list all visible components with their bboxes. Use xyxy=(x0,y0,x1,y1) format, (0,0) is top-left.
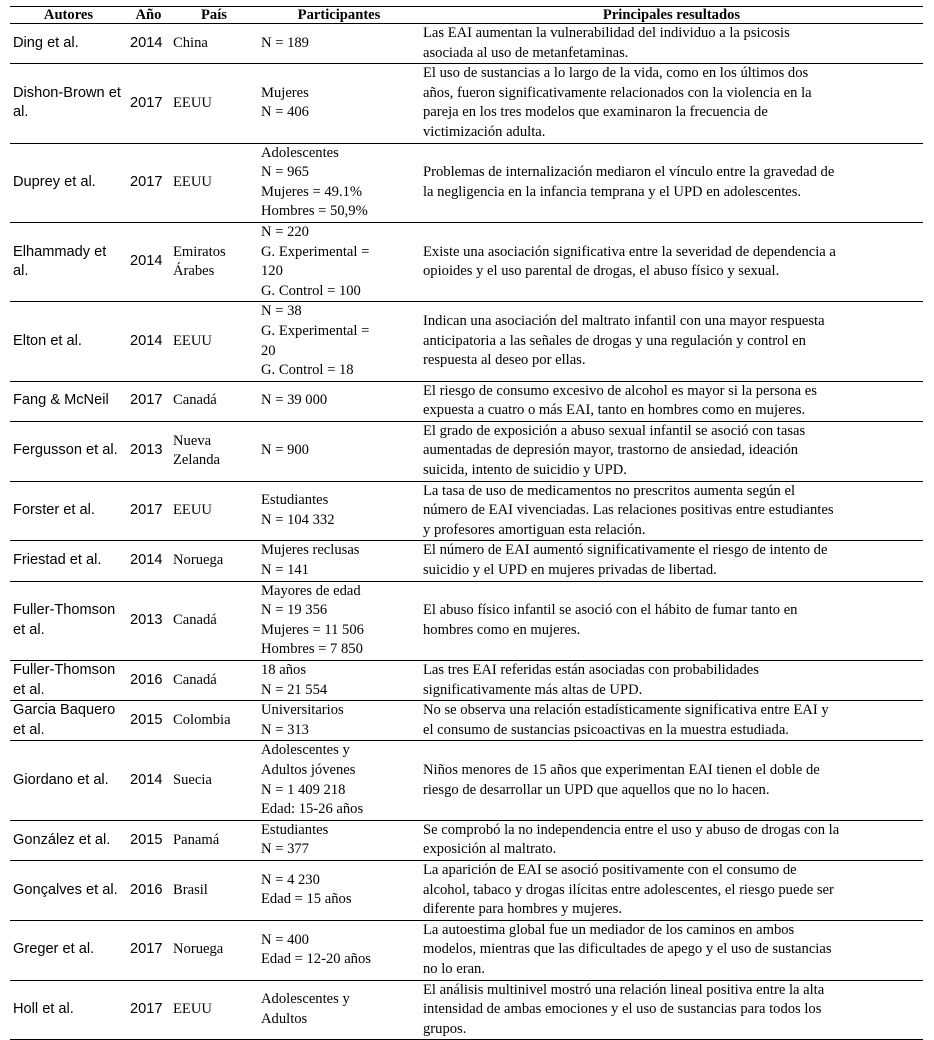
cell-anio: 2014 xyxy=(127,302,170,381)
cell-autor: Fergusson et al. xyxy=(10,421,127,481)
table-row xyxy=(10,701,923,741)
table-row xyxy=(10,661,923,701)
cell-autor: Gonçalves et al. xyxy=(10,860,127,920)
cell-resultado: Las EAI aumentan la vulnerabilidad del individuo a la psicosis asociada al uso de metanfetaminas. xyxy=(420,24,923,64)
cell-anio: 2017 xyxy=(127,920,170,980)
cell-pais: Panamá xyxy=(170,820,258,860)
table-row xyxy=(10,581,923,660)
cell-participantes: Adolescentes y Adultos xyxy=(258,980,420,1040)
cell-pais: Canadá xyxy=(170,581,258,660)
cell-autor: Fuller-Thomson et al. xyxy=(10,581,127,660)
cell-pais: Colombia xyxy=(170,701,258,741)
header-row xyxy=(10,7,923,24)
header-resultados: Principales resultados xyxy=(420,7,923,24)
results-table xyxy=(10,6,923,1040)
cell-autor: Garcia Baquero et al. xyxy=(10,701,127,741)
cell-participantes: 18 años N = 21 554 xyxy=(258,661,420,701)
cell-pais: Suecia xyxy=(170,741,258,820)
cell-anio: 2014 xyxy=(127,24,170,64)
cell-resultado: El análisis multinivel mostró una relación lineal positiva entre la alta intensidad de ambas emociones y el uso de sustancias para todos los grupos. xyxy=(420,980,923,1040)
cell-autor: Ding et al. xyxy=(10,24,127,64)
cell-anio: 2017 xyxy=(127,64,170,143)
table-row xyxy=(10,820,923,860)
cell-anio: 2014 xyxy=(127,541,170,581)
cell-autor: Giordano et al. xyxy=(10,741,127,820)
cell-autor: González et al. xyxy=(10,820,127,860)
table-row xyxy=(10,481,923,541)
cell-participantes: N = 189 xyxy=(258,24,420,64)
cell-resultado: Se comprobó la no independencia entre el uso y abuso de drogas con la exposición al maltrato. xyxy=(420,820,923,860)
cell-anio: 2017 xyxy=(127,381,170,421)
header-participantes: Participantes xyxy=(258,7,420,24)
cell-autor: Forster et al. xyxy=(10,481,127,541)
cell-pais: Canadá xyxy=(170,661,258,701)
cell-resultado: El riesgo de consumo excesivo de alcohol es mayor si la persona es expuesta a cuatro o más EAI, tanto en hombres como en mujeres. xyxy=(420,381,923,421)
cell-anio: 2017 xyxy=(127,481,170,541)
cell-participantes: Mayores de edad N = 19 356 Mujeres = 11 506 Hombres = 7 850 xyxy=(258,581,420,660)
cell-participantes: N = 4 230 Edad = 15 años xyxy=(258,860,420,920)
cell-pais: EEUU xyxy=(170,980,258,1040)
table-row xyxy=(10,920,923,980)
cell-resultado: Las tres EAI referidas están asociadas con probabilidades significativamente más altas de UPD. xyxy=(420,661,923,701)
cell-participantes: Universitarios N = 313 xyxy=(258,701,420,741)
table-row xyxy=(10,24,923,64)
cell-autor: Elhammady et al. xyxy=(10,222,127,301)
table-row xyxy=(10,64,923,143)
cell-autor: Dishon-Brown et al. xyxy=(10,64,127,143)
cell-participantes: Adolescentes N = 965 Mujeres = 49.1% Hombres = 50,9% xyxy=(258,143,420,222)
header-pais: País xyxy=(170,7,258,24)
cell-anio: 2017 xyxy=(127,143,170,222)
cell-participantes: Estudiantes N = 104 332 xyxy=(258,481,420,541)
cell-participantes: N = 38 G. Experimental = 20 G. Control = 18 xyxy=(258,302,420,381)
table-row xyxy=(10,302,923,381)
table-row xyxy=(10,143,923,222)
cell-participantes: Mujeres N = 406 xyxy=(258,64,420,143)
cell-resultado: El grado de exposición a abuso sexual infantil se asoció con tasas aumentadas de depresión mayor, trastorno de ansiedad, ideación suicida, intento de suicidio y UPD. xyxy=(420,421,923,481)
table-row xyxy=(10,421,923,481)
cell-pais: EEUU xyxy=(170,302,258,381)
cell-autor: Holl et al. xyxy=(10,980,127,1040)
cell-pais: Emiratos Árabes xyxy=(170,222,258,301)
cell-anio: 2016 xyxy=(127,860,170,920)
header-anio: Año xyxy=(127,7,170,24)
cell-resultado: Indican una asociación del maltrato infantil con una mayor respuesta anticipatoria a las señales de drogas y una regulación y control en respuesta al deseo por ellas. xyxy=(420,302,923,381)
cell-anio: 2013 xyxy=(127,421,170,481)
table-row xyxy=(10,541,923,581)
cell-resultado: La tasa de uso de medicamentos no prescritos aumenta según el número de EAI vivenciadas. Las relaciones positivas entre estudiantes y profesores amortiguan esta relación. xyxy=(420,481,923,541)
cell-participantes: N = 220 G. Experimental = 120 G. Control = 100 xyxy=(258,222,420,301)
cell-participantes: N = 900 xyxy=(258,421,420,481)
cell-anio: 2016 xyxy=(127,661,170,701)
cell-anio: 2014 xyxy=(127,741,170,820)
cell-resultado: No se observa una relación estadísticamente significativa entre EAI y el consumo de sustancias psicoactivas en la muestra estudiada. xyxy=(420,701,923,741)
cell-resultado: El número de EAI aumentó significativamente el riesgo de intento de suicidio y el UPD en mujeres privadas de libertad. xyxy=(420,541,923,581)
cell-autor: Greger et al. xyxy=(10,920,127,980)
cell-anio: 2015 xyxy=(127,820,170,860)
table-body xyxy=(10,24,923,1040)
cell-anio: 2017 xyxy=(127,980,170,1040)
table-row xyxy=(10,381,923,421)
table-row xyxy=(10,980,923,1040)
table-header xyxy=(10,7,923,24)
cell-autor: Friestad et al. xyxy=(10,541,127,581)
cell-autor: Elton et al. xyxy=(10,302,127,381)
cell-participantes: N = 400 Edad = 12-20 años xyxy=(258,920,420,980)
cell-autor: Fang & McNeil xyxy=(10,381,127,421)
table-row xyxy=(10,222,923,301)
cell-pais: Noruega xyxy=(170,541,258,581)
cell-participantes: Adolescentes y Adultos jóvenes N = 1 409 218 Edad: 15-26 años xyxy=(258,741,420,820)
header-autores: Autores xyxy=(10,7,127,24)
cell-autor: Fuller-Thomson et al. xyxy=(10,661,127,701)
cell-pais: EEUU xyxy=(170,143,258,222)
cell-pais: Nueva Zelanda xyxy=(170,421,258,481)
cell-anio: 2015 xyxy=(127,701,170,741)
cell-pais: EEUU xyxy=(170,481,258,541)
cell-participantes: N = 39 000 xyxy=(258,381,420,421)
cell-resultado: El uso de sustancias a lo largo de la vida, como en los últimos dos años, fueron significativamente relacionados con la violencia en la pareja en los tres modelos que examinaron la frecuencia de victimización adulta. xyxy=(420,64,923,143)
cell-autor: Duprey et al. xyxy=(10,143,127,222)
cell-resultado: La aparición de EAI se asoció positivamente con el consumo de alcohol, tabaco y drogas ilícitas entre adolescentes, el riesgo puede ser diferente para hombres y mujeres. xyxy=(420,860,923,920)
cell-pais: China xyxy=(170,24,258,64)
cell-pais: Canadá xyxy=(170,381,258,421)
cell-participantes: Estudiantes N = 377 xyxy=(258,820,420,860)
table-row xyxy=(10,860,923,920)
cell-resultado: Problemas de internalización mediaron el vínculo entre la gravedad de la negligencia en la infancia temprana y el UPD en adolescentes. xyxy=(420,143,923,222)
table-row xyxy=(10,741,923,820)
cell-pais: Brasil xyxy=(170,860,258,920)
cell-pais: Noruega xyxy=(170,920,258,980)
cell-anio: 2014 xyxy=(127,222,170,301)
cell-participantes: Mujeres reclusas N = 141 xyxy=(258,541,420,581)
cell-resultado: Existe una asociación significativa entre la severidad de dependencia a opioides y el uso parental de drogas, el abuso físico y sexual. xyxy=(420,222,923,301)
cell-pais: EEUU xyxy=(170,64,258,143)
cell-resultado: Niños menores de 15 años que experimentan EAI tienen el doble de riesgo de desarrollar un UPD que aquellos que no lo hacen. xyxy=(420,741,923,820)
cell-resultado: El abuso físico infantil se asoció con el hábito de fumar tanto en hombres como en mujeres. xyxy=(420,581,923,660)
cell-resultado: La autoestima global fue un mediador de los caminos en ambos modelos, mientras que las dificultades de apego y el uso de sustancias no lo eran. xyxy=(420,920,923,980)
cell-anio: 2013 xyxy=(127,581,170,660)
